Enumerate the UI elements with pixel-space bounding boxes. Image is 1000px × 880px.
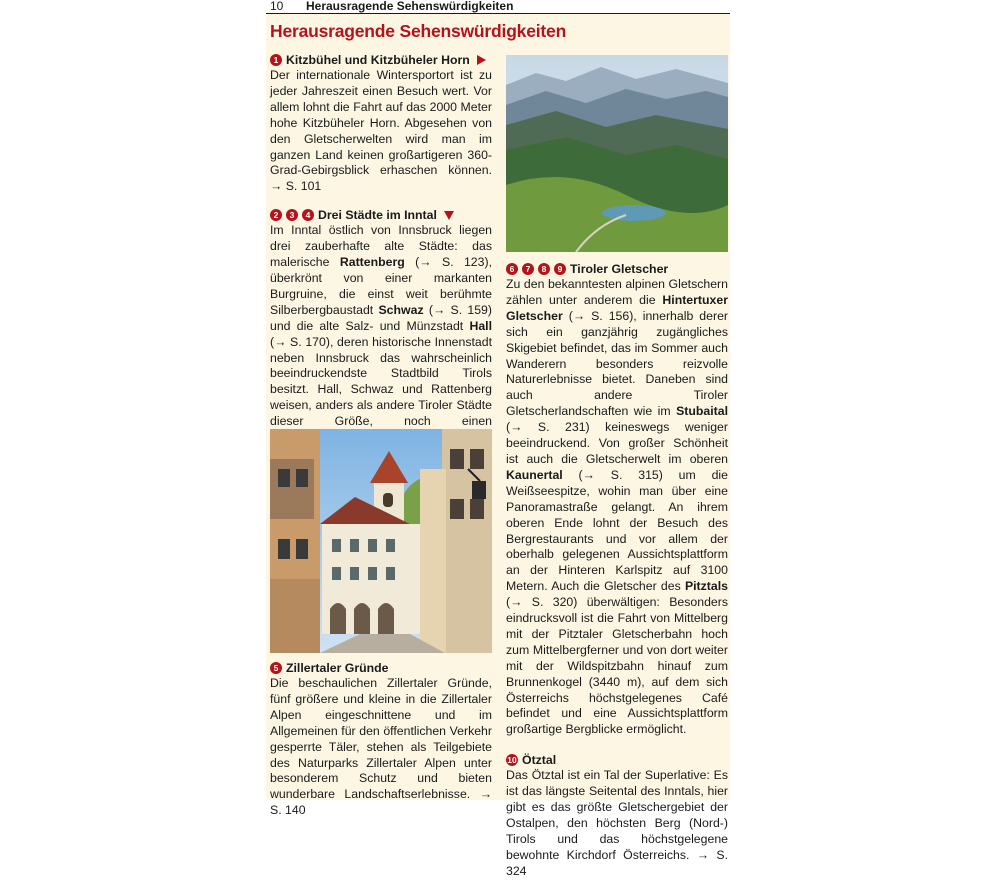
page-number: 10 bbox=[270, 0, 284, 13]
mountain-lake-photo bbox=[506, 55, 728, 252]
town-street-photo bbox=[270, 429, 492, 653]
section-5-body: Die beschaulichen Zillertaler Gründe, fünf größere und kleine in die Zillertaler Alpen eingeschnittene und im Allgemeinen für den öffentlichen Verkehr gesperrte Täler, stehen als Teilgebiete des Naturparks Zillertaler Alpen unter besonderem Schutz und bieten wunderbare Landschaftserlebnisse. → S. 140 bbox=[270, 676, 492, 818]
page-title: Herausragende Sehenswürdigkeiten bbox=[270, 21, 567, 41]
text-run: (→ S. 170), deren historische Innenstadt neben Innsbruck das wahrscheinlich beeindruckendste Stadtbild Tirols besitzt. Hall, Schwaz und Rattenberg weisen, anders als andere Tiroler Städte dieser Größe, noch einen bbox=[270, 334, 492, 429]
section-heading-text: Ötztal bbox=[522, 753, 557, 768]
number-badge: 9 bbox=[554, 263, 566, 275]
section-10-heading bbox=[506, 752, 728, 768]
number-badge: 5 bbox=[270, 662, 282, 674]
number-badge: 10 bbox=[507, 755, 517, 766]
section-heading-text: Kitzbühel und Kitzbüheler Horn bbox=[286, 53, 470, 67]
number-badge: 6 bbox=[506, 263, 518, 275]
number-badge: 1 bbox=[270, 54, 282, 66]
number-badge: 2 bbox=[270, 209, 282, 221]
section-heading-text: Drei Städte im Inntal bbox=[318, 208, 437, 223]
section-6-heading bbox=[506, 261, 728, 277]
number-badge: 3 bbox=[286, 209, 298, 221]
right-column bbox=[506, 261, 728, 880]
number-badge: 7 bbox=[522, 263, 534, 275]
triangle-right-icon bbox=[477, 55, 486, 65]
left-column-top bbox=[270, 52, 492, 462]
section-heading-text: Tiroler Gletscher bbox=[570, 262, 669, 276]
place-schwaz: Schwaz bbox=[378, 302, 424, 317]
place-stubaital: Stubaital bbox=[676, 404, 728, 419]
place-hall: Hall bbox=[469, 318, 492, 333]
text-run: Im Inntal östlich von Innsbruck liegen drei zauberhafte alte Städte: das malerische bbox=[270, 223, 492, 270]
text-run: (→ S. 320) überwältigen: Besonders eindrucksvoll ist die Fahrt von Mittelberg mit der Pitztaler Gletscherbahn hoch zum Mittelbergferner und von dort weiter mit der Wildspitzbahn hinauf zum Brunnenkogel (3440 m), auf dem sich Österreichs höchstgelegenes Café befindet und eine Aussichtsplattform großartige Bergblicke ermöglicht. bbox=[506, 595, 728, 737]
text-run: (→ S. 315) um die Weißseespitze, wohin man über eine Panoramastraße gelangt. An ihrem oberen Ende lohnt der Besuch des Bergrestaurants und vor allem der oberhalb gelegenen Aussichtsplattform an der Hinteren Karlspitz auf 3100 Metern. Auch die Gletscher des bbox=[506, 467, 728, 594]
text-run: (→ S. 231) keineswegs weniger beeindruckend. Von großer Schönheit ist auch die Gletscherwelt im oberen bbox=[506, 420, 728, 466]
text-run: (→ S. 156), innerhalb derer sich ein ganzjährig zugängliches Skigebiet befindet, das im Sommer auch Wanderern besonders reizvolle Naturerlebnisse bietet. Daneben sind auch andere Tiroler Gletscherlandschaften wie im bbox=[506, 308, 728, 419]
running-head bbox=[266, 0, 730, 14]
section-1-body: Der internationale Wintersportort ist zu jeder Jahreszeit einen Besuch wert. Vor allem lohnt die Fahrt auf das 2000 Meter hohe Kitzbüheler Horn. Abgesehen von den Gletscherwelten wird man im ganzen Land keinen großartigeren 360-Grad-Gebirgsblick erhaschen können. → S. 101 bbox=[270, 68, 492, 194]
place-kaunertal: Kaunertal bbox=[506, 467, 563, 482]
triangle-down-icon bbox=[444, 211, 454, 220]
running-head-title: Herausragende Sehenswürdigkeiten bbox=[306, 0, 514, 13]
section-2-heading bbox=[270, 207, 492, 223]
number-badge: 8 bbox=[538, 263, 550, 275]
text-run: (→ S. 123), überkrönt von einer markanten Burgruine, die einst weit berühmte Silberbergbaustadt bbox=[270, 255, 492, 317]
section-6-body bbox=[506, 277, 728, 738]
left-column-bottom bbox=[270, 660, 492, 819]
number-badge: 4 bbox=[302, 209, 314, 221]
text-run: Zu den bekanntesten alpinen Gletschern zählen unter anderem die bbox=[506, 277, 728, 307]
section-heading-text: Zillertaler Gründe bbox=[286, 661, 389, 675]
place-rattenberg: Rattenberg bbox=[339, 255, 405, 270]
section-5-heading bbox=[270, 660, 492, 676]
place-pitztal: Pitztals bbox=[684, 579, 728, 594]
text-run: (→ S. 159) und die alte Salz- und Münzstadt bbox=[270, 302, 492, 333]
place-hintertux: Hintertuxer Gletscher bbox=[506, 292, 728, 323]
section-10-body: Das Ötztal ist ein Tal der Superlative: Es ist das längste Seitental des Inntals, hier gibt es das größte Gletschergebiet der Ostalpen, den höchsten Berg (Nord-) Tirols und das höchstgelegene bewohnte Kirchdorf Österreichs. → S. 324 bbox=[506, 768, 728, 878]
section-1-heading bbox=[270, 52, 492, 68]
section-2-body bbox=[270, 223, 492, 462]
